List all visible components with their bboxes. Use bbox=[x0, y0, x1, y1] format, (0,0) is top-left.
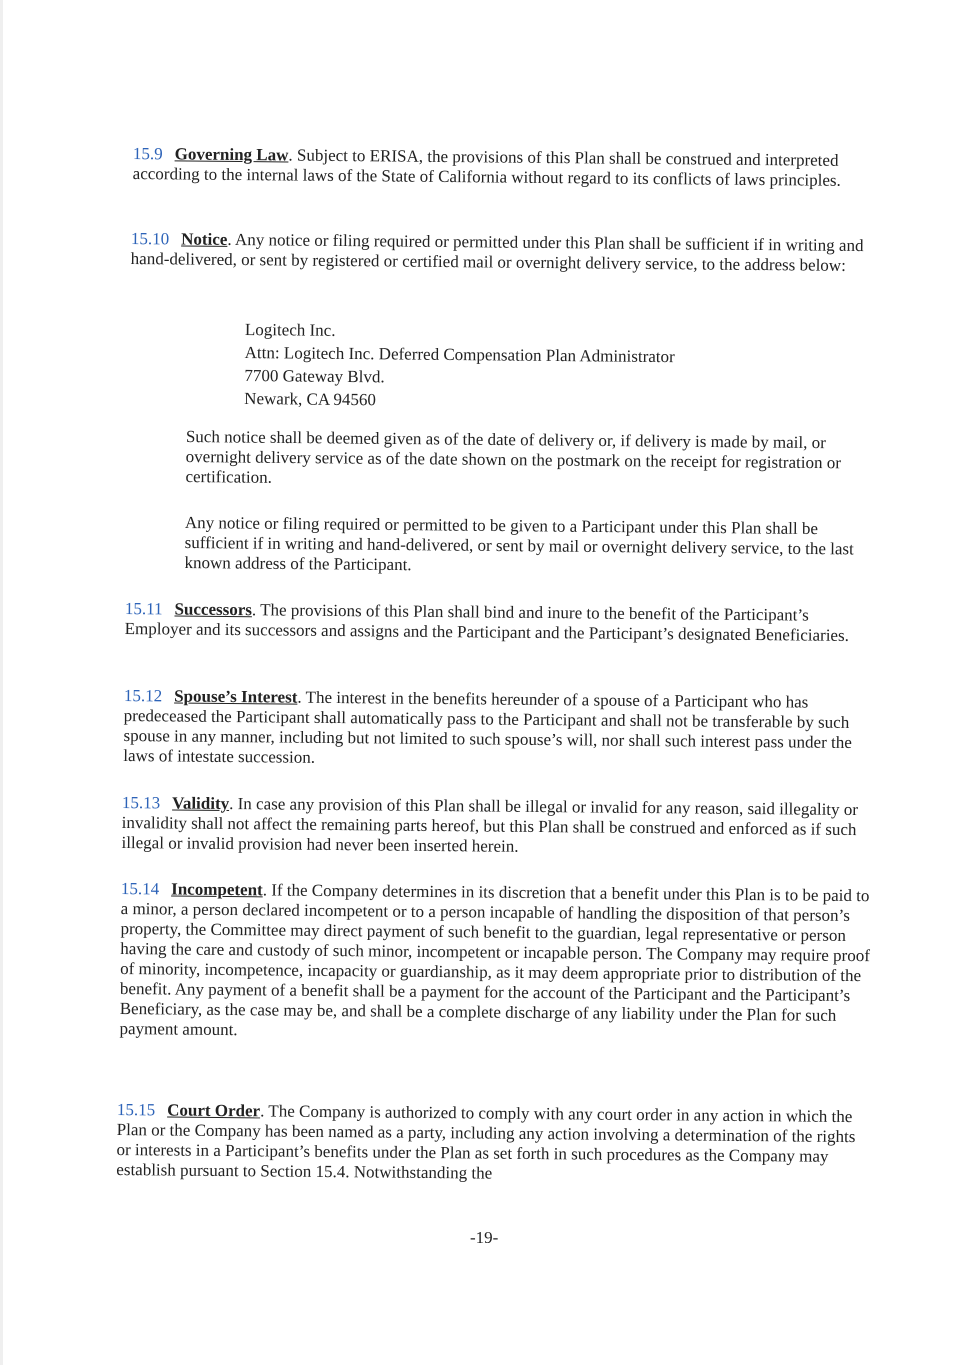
section-15-12 bbox=[123, 686, 866, 773]
section-text: . The Company is authorized to comply with any court order in any action in which the Plan or the Company has been named as a party, including any action involving a determination of the rights or interests in a Participant’s benefits under the Plan as set forth in such procedures as the Company may establish pursuant to Section 15.4. Notwithstanding the bbox=[116, 1101, 856, 1183]
address-line: Newark, CA 94560 bbox=[244, 388, 377, 410]
section-text: . The provisions of this Plan shall bind and inure to the benefit of the Participant’s Employer and its successors and assigns and the Participant and the Participant’s designated Beneficiaries. bbox=[124, 600, 849, 645]
address-line: Logitech Inc. bbox=[244, 319, 336, 340]
page-number: -19- bbox=[470, 1228, 499, 1247]
notice-paragraph: Any notice or filing required or permitted to be given to a Participant under this Plan shall be sufficient if in writing and hand-delivered, or sent by mail or overnight delivery service, to the last known address of the Participant. bbox=[184, 513, 854, 575]
section-number: 15.15 bbox=[116, 1100, 156, 1120]
section-title: Validity bbox=[172, 793, 230, 814]
section-text: . Subject to ERISA, the provisions of this Plan shall be construed and interpreted according to the internal laws of the State of California without regard to its conflicts of laws principles. bbox=[132, 145, 841, 190]
section-15-11 bbox=[125, 599, 863, 646]
section-number: 15.13 bbox=[121, 793, 161, 813]
section-text: . In case any provision of this Plan shall be illegal or invalid for any reason, said illegality or invalidity shall not affect the remaining parts hereof, but this Plan shall be construed and enforced as if such illegal or invalid provision had never been inserted herein. bbox=[121, 794, 859, 856]
section-number: 15.11 bbox=[124, 599, 163, 619]
section-title: Court Order bbox=[167, 1100, 261, 1121]
section-text: . Any notice or filing required or permitted under this Plan shall be sufficient if in writing and hand-delivered, or sent by registered or certified mail or overnight delivery service, to the address below: bbox=[130, 229, 864, 275]
section-title: Notice bbox=[181, 229, 228, 249]
section-title: Spouse’s Interest bbox=[174, 686, 298, 707]
address-line: Attn: Logitech Inc. Deferred Compensation Plan Administrator bbox=[244, 342, 675, 367]
section-number: 15.14 bbox=[120, 879, 160, 899]
section-title: Incompetent bbox=[171, 879, 263, 900]
section-text: . The interest in the benefits hereunder of a spouse of a Participant who has predeceased the Participant shall automatically pass to the Participant and shall not be transferable by such spouse in any manner, including but not limited to such spouse’s will, nor shall such interest pass under the laws of intestate succession. bbox=[123, 687, 852, 767]
address-line: 7700 Gateway Blvd. bbox=[244, 365, 385, 387]
address-block bbox=[244, 318, 675, 414]
notice-paragraph: Such notice shall be deemed given as of the date of delivery or, if delivery is made by mail, or overnight delivery service as of the date shown on the postmark on the receipt for registration or certification. bbox=[185, 427, 842, 487]
section-number: 15.10 bbox=[130, 229, 170, 249]
section-15-14 bbox=[119, 879, 873, 1046]
section-number: 15.12 bbox=[123, 686, 163, 706]
section-15-15 bbox=[116, 1100, 869, 1187]
section-title: Successors bbox=[174, 599, 253, 620]
section-15-13 bbox=[121, 793, 878, 860]
section-15-10 bbox=[131, 229, 883, 276]
section-text: . If the Company determines in its discretion that a benefit under this Plan is to be paid to a minor, a person declared incompetent or to a person incapable of handling the disposition of that person’s property, the Committee may direct payment of such benefit to the guardian, legal representative or person having the care and custody of such minor, incompetent or incapable person. The Company may require proof of minority, incompetence, incapacity or guardianship, as it may deem appropriate prior to distribution of the benefit. Any payment of a benefit shall be a payment for the account of the Participant and the Participant’s Beneficiary, as the case may be, and shall be a complete discharge of any liability under the Plan for such payment amount. bbox=[119, 880, 871, 1040]
section-title: Governing Law bbox=[174, 144, 289, 165]
scan-edge bbox=[0, 0, 3, 1365]
section-15-9 bbox=[133, 144, 885, 191]
section-number: 15.9 bbox=[132, 144, 163, 164]
